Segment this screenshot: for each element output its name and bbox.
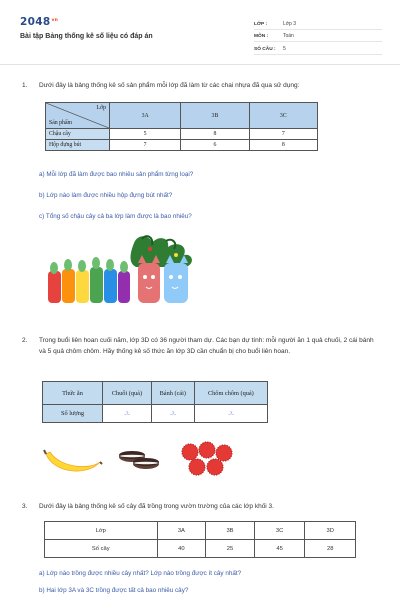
blank-cell[interactable]: ..?..: [151, 405, 194, 423]
column-header: 3B: [181, 103, 249, 129]
question-number: 2.: [22, 337, 28, 344]
question-text: Dưới đây là bảng thống kê số cây đã trồng trong vườn trường của các lớp khối 3.: [39, 503, 274, 510]
column-header: Chuối (quả): [103, 382, 152, 405]
sub-question-a: a) Mỗi lớp đã làm được bao nhiêu sản phẩm từng loại?: [39, 171, 194, 178]
question-number: 3.: [22, 503, 28, 510]
question-2: [22, 336, 380, 357]
blank-cell[interactable]: ..?..: [103, 405, 152, 423]
question-number: 1.: [22, 82, 28, 89]
cookie-icon: [119, 451, 159, 469]
table-cell: 8: [249, 140, 317, 151]
table-cell: 6: [181, 140, 249, 151]
food-illustration: [42, 440, 242, 480]
header-divider: [0, 64, 400, 65]
row-label: Số cây: [45, 540, 158, 558]
table-row: [43, 405, 268, 423]
table-cell: 28: [305, 540, 356, 558]
rambutan-icon: [182, 442, 232, 475]
column-header: 3C: [249, 103, 317, 129]
column-header: 3D: [305, 522, 356, 540]
question-text: Trong buổi liên hoan cuối năm, lớp 3D có 36 người tham dự. Các bạn dự tính: mỗi người ăn 1 quả chuối, 2 cái bánh và 5 quả chôm chôm. Hãy thống kê số thức ăn lớp 3D cần chuẩn bị cho buổi liên hoan.: [39, 337, 374, 355]
question-3-subquestions: [22, 569, 380, 596]
row-label: Số lượng: [43, 405, 103, 423]
table-cell: 7: [110, 140, 181, 151]
column-header: 3B: [206, 522, 255, 540]
question-3: [22, 502, 380, 513]
meta-subject: MÔN : Toán: [254, 30, 382, 43]
table-cell: 8: [181, 129, 249, 140]
table-cell: 40: [157, 540, 206, 558]
products-table: [45, 102, 318, 151]
column-header: 3A: [157, 522, 206, 540]
colored-bottles: [48, 257, 130, 303]
table-cell: 5: [110, 129, 181, 140]
column-header: 3C: [254, 522, 305, 540]
table-cell: 7: [249, 129, 317, 140]
table-row: [46, 129, 318, 140]
question-1-subquestions: [22, 170, 380, 222]
page-title: Bài tập Bảng thống kê số liệu có đáp án: [20, 33, 153, 40]
table-header-row: [45, 522, 356, 540]
meta-class: LỚP : Lớp 3: [254, 17, 382, 30]
food-table: [42, 381, 268, 423]
site-logo[interactable]: $2048^{vn}$: [20, 16, 59, 28]
row-label: Hộp đựng bút: [46, 140, 110, 151]
table-cell: 25: [206, 540, 255, 558]
question-text: Dưới đây là bảng thống kê số sản phẩm mỗi lớp đã làm từ các chai nhựa đã qua sử dụng:: [39, 82, 300, 89]
table-cell: 45: [254, 540, 305, 558]
table-corner-cell: Lớp Sản phẩm: [46, 103, 110, 129]
question-1: [22, 81, 380, 92]
worksheet-meta: [254, 17, 382, 55]
table-row: [46, 140, 318, 151]
row-label: Chậu cây: [46, 129, 110, 140]
column-header: Bánh (cái): [151, 382, 194, 405]
row-label: Thức ăn: [43, 382, 103, 405]
column-header: 3A: [110, 103, 181, 129]
worksheet-header: [20, 14, 382, 60]
banana-icon: [44, 450, 102, 471]
recycled-bottles-illustration: [46, 233, 214, 309]
blank-cell[interactable]: ..?..: [194, 405, 267, 423]
sub-question-b: b) Hai lớp 3A và 3C trồng được tất cả bao nhiêu cây?: [39, 587, 189, 594]
column-header: Chôm chôm (quả): [194, 382, 267, 405]
meta-question-count: SỐ CÂU : 5: [254, 42, 382, 55]
sub-question-c: c) Tổng số chậu cây cả ba lớp làm được là bao nhiêu?: [39, 213, 192, 220]
trees-table: [44, 521, 356, 558]
sub-question-b: b) Lớp nào làm được nhiều hộp đựng bút nhất?: [39, 192, 173, 199]
sub-question-a: a) Lớp nào trồng được nhiều cây nhất? Lớp nào trồng được ít cây nhất?: [39, 570, 242, 577]
row-label: Lớp: [45, 522, 158, 540]
table-row: [45, 540, 356, 558]
plant-pots: [131, 236, 192, 303]
